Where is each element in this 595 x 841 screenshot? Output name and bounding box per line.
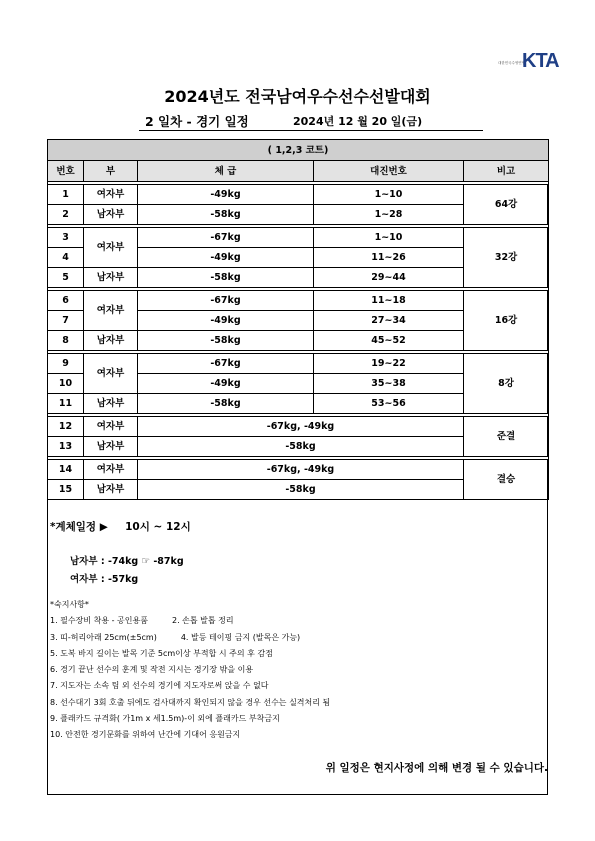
kta-logo [498,48,574,74]
cell-no: 5 [48,268,84,288]
weigh-in-time: 10시 ~ 12시 [125,521,191,533]
cell-no: 2 [48,205,84,225]
note-item: 3. 띠-허리아래 25cm(±5cm) [50,632,157,642]
note-item: 8. 선수대기 3회 호출 뒤에도 검사대까지 확인되지 않을 경우 선수는 실격처리 됨 [50,697,331,707]
cell-weight: -49kg [138,248,314,268]
note-line [50,630,330,646]
cell-match: 1~28 [314,205,464,225]
cell-no: 4 [48,248,84,268]
table-header-row [48,161,549,182]
header-division: 부 [84,161,138,182]
cell-weight: -67kg [138,291,314,311]
cell-division: 여자부 [84,185,138,205]
date-label: 2024년 12 월 20 일(금) [293,115,423,128]
cell-division: 남자부 [84,480,138,500]
page-title: 2024년도 전국남여우수선수선발대회 [164,87,431,106]
cell-weight: -67kg [138,228,314,248]
cell-match: 45~52 [314,331,464,351]
cell-division: 여자부 [84,228,138,268]
cell-remark: 준결 [464,417,549,457]
notes-title: *숙지사항* [50,600,89,609]
cell-weight: -58kg [138,394,314,414]
cell-weight-match: -58kg [138,480,464,500]
cell-match: 11~26 [314,248,464,268]
weigh-in-label: *계체일정 ▶ [50,521,108,533]
cell-match: 19~22 [314,354,464,374]
cell-no: 7 [48,311,84,331]
cell-no: 12 [48,417,84,437]
table-row [48,354,549,374]
cell-division: 남자부 [84,394,138,414]
cell-no: 8 [48,331,84,351]
cell-no: 14 [48,460,84,480]
note-item: 1. 필수장비 착용 - 공인용품 [50,616,148,626]
note-item: 2. 손톱 발톱 정리 [171,616,234,626]
header-weight: 체 급 [138,161,314,182]
cell-remark: 32강 [464,228,549,288]
cell-match: 27~34 [314,311,464,331]
logo-org-text: 대한민국수영연맹 [498,61,526,65]
cell-weight-match: -67kg, -49kg [138,460,464,480]
cell-division: 남자부 [84,437,138,457]
note-item: 5. 도복 바지 길이는 발목 기준 5cm이상 부적합 시 주의 후 감점 [50,648,273,658]
cell-match: 1~10 [314,228,464,248]
cell-division: 여자부 [84,291,138,331]
cell-no: 13 [48,437,84,457]
schedule-subtitle [139,112,483,131]
cell-no: 15 [48,480,84,500]
cell-weight: -49kg [138,374,314,394]
cell-match: 11~18 [314,291,464,311]
cell-no: 3 [48,228,84,248]
cell-division: 남자부 [84,268,138,288]
cell-no: 10 [48,374,84,394]
cell-no: 11 [48,394,84,414]
table-caption-row [48,140,549,161]
cell-division: 남자부 [84,331,138,351]
footer-notice: 위 일정은 현지사정에 의해 변경 될 수 있습니다. [325,762,548,774]
weigh-in-schedule [50,519,191,534]
table-caption: ( 1,2,3 코트) [48,140,549,161]
cell-match: 29~44 [314,268,464,288]
cell-remark: 결승 [464,460,549,500]
day-label: 2 일차 - 경기 일정 [145,114,249,129]
cell-weight: -58kg [138,331,314,351]
notes-section [50,597,330,744]
weigh-in-male: 남자부 : -74kg ☞ -87kg [70,556,184,567]
table-row [48,291,549,311]
cell-weight-match: -58kg [138,437,464,457]
cell-remark: 8강 [464,354,549,414]
cell-match: 35~38 [314,374,464,394]
weigh-in-female: 여자부 : -57kg [70,574,139,585]
note-item: 10. 안전한 경기문화를 위하여 난간에 기대어 응원금지 [50,730,241,740]
header-remark: 비고 [464,161,549,182]
cell-match: 1~10 [314,185,464,205]
cell-division: 남자부 [84,205,138,225]
table-row [48,185,549,205]
cell-match: 53~56 [314,394,464,414]
cell-no: 6 [48,291,84,311]
table-row [48,228,549,248]
header-match: 대진번호 [314,161,464,182]
cell-weight: -49kg [138,185,314,205]
cell-no: 9 [48,354,84,374]
cell-weight: -67kg [138,354,314,374]
schedule-table [47,139,549,500]
table-row [48,460,549,480]
cell-no: 1 [48,185,84,205]
note-item: 9. 플래카드 규격화( 가1m x 세1.5m)-이 외에 플래카드 부착금지 [50,714,280,724]
logo-mark: KTA [522,50,559,72]
cell-weight: -49kg [138,311,314,331]
header-no: 번호 [48,161,84,182]
cell-division: 여자부 [84,417,138,437]
note-item: 6. 경기 끝난 선수의 훈계 및 작전 지시는 경기장 밖을 이용 [50,665,254,675]
cell-weight: -58kg [138,205,314,225]
note-line [50,613,330,629]
cell-weight: -58kg [138,268,314,288]
cell-division: 여자부 [84,460,138,480]
cell-remark: 16강 [464,291,549,351]
cell-weight-match: -67kg, -49kg [138,417,464,437]
table-row [48,417,549,437]
note-item: 7. 지도자는 소속 팀 외 선수의 경기에 지도자로써 앉을 수 없다 [50,681,269,691]
cell-division: 여자부 [84,354,138,394]
cell-remark: 64강 [464,185,549,225]
note-item: 4. 발등 테이핑 금지 (발목은 가능) [180,632,301,642]
